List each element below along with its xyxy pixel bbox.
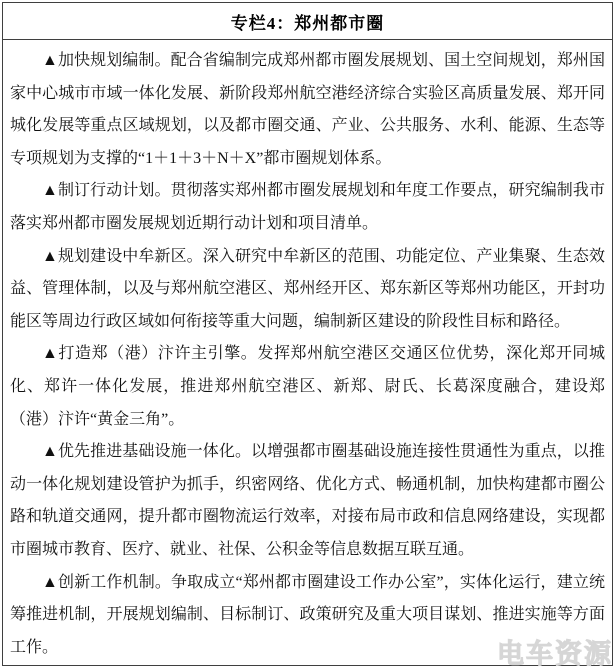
triangle-bullet-icon: ▲ (42, 443, 58, 461)
triangle-bullet-icon: ▲ (42, 573, 58, 591)
paragraph-text: 打造郑（港）汴许主引擎。发挥郑州航空港区交通区位优势，深化郑开同城化、郑许一体化发展，推进郑州航空港区、新郑、尉氏、长葛深度融合，建设郑（港）汴许“黄金三角”。 (10, 345, 605, 428)
triangle-bullet-icon: ▲ (42, 247, 58, 265)
column-box-body (3, 40, 612, 664)
paragraph (10, 241, 605, 339)
paragraph-text: 制订行动计划。贯彻落实郑州都市圈发展规划和年度工作要点，研究编制我市落实郑州都市圈发展规划近期行动计划和项目清单。 (10, 182, 605, 232)
paragraph (10, 45, 605, 175)
triangle-bullet-icon: ▲ (42, 182, 58, 200)
paragraph-text: 规划建设中牟新区。深入研究中牟新区的范围、功能定位、产业集聚、生态效益、管理体制，以及与郑州航空港区、郑州经开区、郑东新区等郑州功能区，开封功能区等周边行政区域如何衔接等重大问题，编制新区建设的阶段性目标和路径。 (10, 247, 605, 330)
paragraph (10, 338, 605, 436)
paragraph-text: 创新工作机制。争取成立“郑州都市圈建设工作办公室”，实体化运行，建立统筹推进机制，开展规划编制、目标制订、政策研究及重大项目谋划、推进实施等方面工作。 (10, 573, 605, 656)
column-box (2, 2, 613, 666)
triangle-bullet-icon: ▲ (42, 52, 58, 69)
paragraph-text: 加快规划编制。配合省编制完成郑州都市圈发展规划、国土空间规划，郑州国家中心城市市域一体化发展、新阶段郑州航空港经济综合实验区高质量发展、郑开同城化发展等重点区域规划，以及都市圈交通、产业、公共服务、水利、能源、生态等专项规划为支撑的“1＋1＋3＋N＋X”都市圈规划体系。 (10, 52, 605, 167)
paragraph (10, 175, 605, 240)
paragraph-text: 优先推进基础设施一体化。以增强都市圈基础设施连接性贯通性为重点，以推动一体化规划建设管护为抓手，织密网络、优化方式、畅通机制，加快构建都市圈公路和轨道交通网，提升都市圈物流运行效率，对接布局市政和信息网络建设，实现都市圈城市教育、医疗、就业、社保、公积金等信息数据互联互通。 (10, 443, 605, 558)
column-box-header (3, 3, 612, 40)
site-watermark: 电车资源 (497, 639, 613, 669)
paragraph (10, 436, 605, 566)
page-title: 专栏4：郑州都市圈 (230, 13, 385, 33)
triangle-bullet-icon: ▲ (42, 345, 59, 363)
